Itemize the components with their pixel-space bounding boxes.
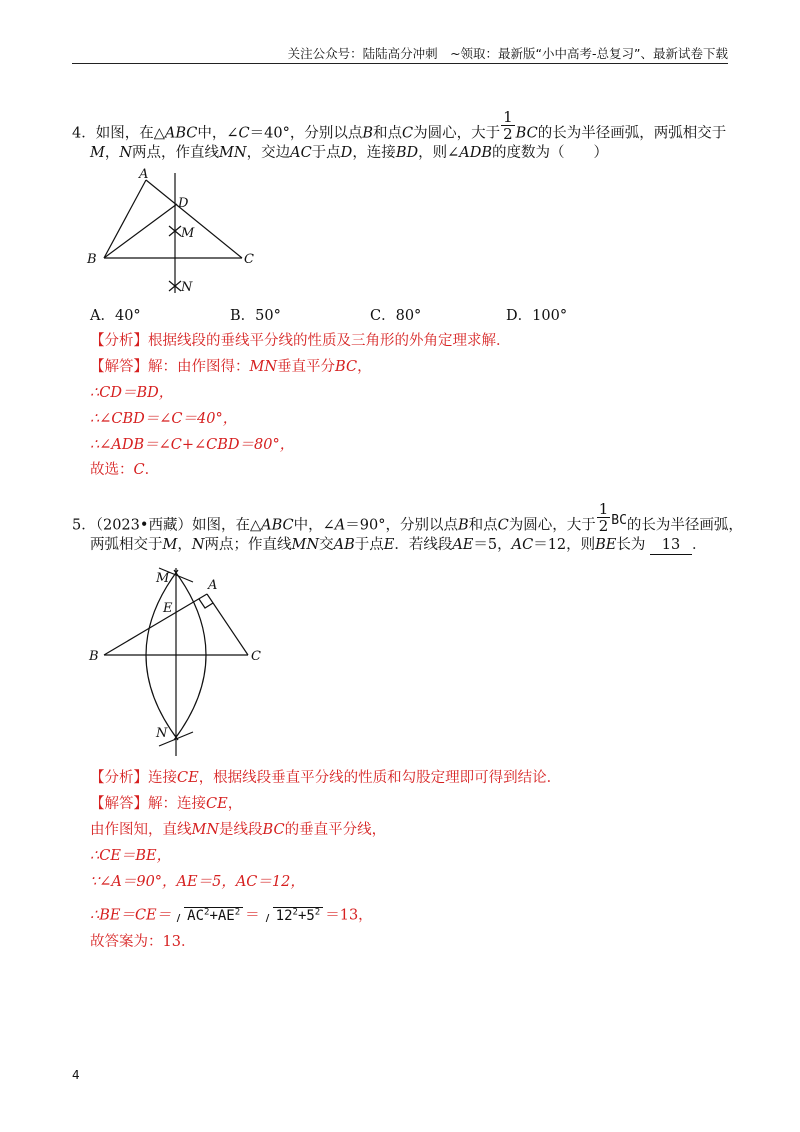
fraction-numerator: 1 xyxy=(598,500,609,518)
q5-text: AB xyxy=(333,537,355,553)
q4-text: M xyxy=(90,145,105,161)
q4-text: 和点 xyxy=(373,125,403,142)
radicand-part: +AE xyxy=(209,907,235,924)
option-letter: A． xyxy=(90,308,115,324)
label-n: N xyxy=(156,726,168,741)
q4-text: 的长为半径画弧，两弧相交于 xyxy=(537,125,727,142)
answer-tag: 【解答】 xyxy=(90,359,148,375)
q4-text: ，连接 xyxy=(352,145,396,161)
page-header: 关注公众号：陆陆高分冲刺 ~领取：最新版“小中高考-总复习”、最新试卷下载 xyxy=(287,46,728,61)
q4-text: AC xyxy=(290,145,312,161)
q5-analysis xyxy=(90,768,561,788)
q5-text: ＝5， xyxy=(473,537,512,553)
q4-text: ，则∠ xyxy=(418,145,460,161)
answer-text: 解：连接 xyxy=(148,796,206,812)
q4-text: 的度数为（ ） xyxy=(492,145,609,161)
answer-text: 垂直平分 xyxy=(277,359,336,375)
q5-line2 xyxy=(90,535,707,555)
q5-text: A xyxy=(334,517,346,534)
radicand xyxy=(184,907,243,924)
answer-text: ∴BE＝CE＝ xyxy=(90,907,172,924)
q4-text: N xyxy=(119,145,133,161)
label-d: D xyxy=(178,196,189,211)
q4-text: 中，∠ xyxy=(197,125,239,142)
fraction-denominator: 2 xyxy=(503,125,513,143)
sqrt-ac-ae xyxy=(173,902,243,926)
answer-text: 由作图知，直线 xyxy=(90,822,192,838)
header-rule xyxy=(72,63,728,64)
q4-step1: ∴CD＝BD， xyxy=(90,385,174,401)
q4-text: 如图，在△ xyxy=(95,125,165,142)
q4-option-d xyxy=(506,308,567,324)
q4-text: BD xyxy=(395,145,419,161)
q5-text: ， xyxy=(177,537,192,553)
answer-blank: 13 xyxy=(650,537,692,555)
answer-text: ＝ xyxy=(245,907,260,924)
q5-text: 两点；作直线 xyxy=(204,537,292,553)
q5-text: ＝12，则 xyxy=(533,537,596,553)
q5-text: 如图，在△ xyxy=(191,517,262,534)
segment-ab xyxy=(104,180,146,258)
radicand-part: +5 xyxy=(297,907,315,924)
q5-figure xyxy=(86,562,272,762)
q5-text: N xyxy=(191,537,205,553)
option-letter: B． xyxy=(230,308,256,324)
segment-ac xyxy=(207,594,248,655)
radicand-part: AC xyxy=(187,907,205,924)
exponent: 2 xyxy=(292,907,298,917)
q4-answer xyxy=(90,357,372,377)
q5-text: ．若线段 xyxy=(394,537,453,553)
q5-answer xyxy=(90,794,242,814)
q5-text: 交 xyxy=(319,537,334,553)
q5-text: 为圆心，大于 xyxy=(508,517,596,534)
q5-conclusion: 故答案为：13． xyxy=(90,934,196,950)
answer-text: 解：由作图得： xyxy=(148,359,250,375)
analysis-tag: 【分析】 xyxy=(90,333,148,349)
q5-text: M xyxy=(162,537,178,553)
q4-text: ABC xyxy=(164,125,198,142)
q5-text: E xyxy=(383,537,395,553)
analysis-text: ，根据线段垂直平分线的性质和勾股定理即可得到结论． xyxy=(198,770,562,786)
q5-text: 和点 xyxy=(468,517,498,534)
segment-ac xyxy=(146,180,242,258)
answer-text: 是线段 xyxy=(219,822,263,838)
q5-text: BC xyxy=(611,512,627,528)
q5-text: AE xyxy=(452,537,474,553)
q4-text: 为圆心，大于 xyxy=(413,125,501,142)
q5-step4 xyxy=(90,902,373,926)
q5-number: 5． xyxy=(72,517,96,534)
q5-step1 xyxy=(90,820,386,840)
q4-line2 xyxy=(90,143,608,163)
q4-text: 两点，作直线 xyxy=(132,145,220,161)
q4-conclusion xyxy=(90,460,159,480)
radicand xyxy=(273,907,324,924)
q4-text: D xyxy=(340,145,353,161)
exponent: 2 xyxy=(314,907,321,917)
q4-text: C xyxy=(238,125,250,142)
exponent: 2 xyxy=(204,907,210,917)
q4-option-a xyxy=(90,306,230,326)
answer-tag: 【解答】 xyxy=(90,796,148,812)
q5-text: 长为 xyxy=(616,537,646,553)
radicand-part: 12 xyxy=(275,907,293,924)
analysis-text: 连接 xyxy=(148,770,177,786)
option-text: 40° xyxy=(114,308,141,324)
q4-analysis xyxy=(90,331,511,351)
option-text: 100° xyxy=(532,308,568,324)
answer-text: 的垂直平分线， xyxy=(284,822,387,838)
analysis-text: CE xyxy=(177,770,199,786)
sqrt-numeric xyxy=(262,902,324,926)
q5-text: 两弧相交于 xyxy=(90,537,163,553)
q5-step3: ∵∠A＝90°，AE＝5，AC＝12， xyxy=(90,874,305,890)
q5-text: ＝90°，分别以点 xyxy=(345,517,458,534)
q5-fraction xyxy=(597,501,611,534)
q4-figure xyxy=(84,165,264,300)
q4-options xyxy=(90,306,567,326)
q5-source: （2023•西藏） xyxy=(95,517,192,534)
option-letter: D． xyxy=(506,308,533,324)
analysis-tag: 【分析】 xyxy=(90,770,148,786)
label-a: A xyxy=(139,167,149,182)
answer-text: ， xyxy=(227,796,243,812)
q4-text: ，交边 xyxy=(246,145,291,161)
answer-text: ， xyxy=(357,359,372,375)
q4-text: B xyxy=(362,125,374,142)
conclusion-text: ． xyxy=(144,462,160,478)
q4-text: C xyxy=(402,125,414,142)
q5-text: MN xyxy=(291,537,320,553)
label-c: C xyxy=(251,649,261,664)
q4-text: ADB xyxy=(459,145,493,161)
q4-text: 于点 xyxy=(311,145,341,161)
analysis-text: 根据线段的垂线平分线的性质及三角形的外角定理求解． xyxy=(148,333,511,349)
label-a: A xyxy=(208,578,218,593)
q5-text: ABC xyxy=(261,517,294,534)
q5-text: B xyxy=(457,517,469,534)
answer-text: MN xyxy=(249,359,278,375)
label-n: N xyxy=(181,280,193,295)
q4-number: 4． xyxy=(72,125,96,142)
fraction-numerator: 1 xyxy=(503,108,513,126)
answer-text: MN xyxy=(191,822,220,838)
exponent: 2 xyxy=(234,907,241,917)
conclusion-text: C xyxy=(133,462,145,478)
label-m: M xyxy=(181,226,195,241)
q4-text: MN xyxy=(219,145,247,161)
option-text: 80° xyxy=(395,308,422,324)
answer-text: CE xyxy=(206,796,228,812)
q5-step2: ∴CE＝BE， xyxy=(90,848,172,864)
q4-option-c xyxy=(370,306,506,326)
q4-text: ＝40°，分别以点 xyxy=(249,125,363,142)
segment-bd xyxy=(104,204,177,258)
label-e: E xyxy=(163,601,173,616)
q5-text: ． xyxy=(692,537,707,553)
option-text: 50° xyxy=(255,308,281,324)
q5-text: 中，∠ xyxy=(293,517,335,534)
answer-text: BC xyxy=(335,359,358,375)
q4-text: BC xyxy=(515,125,538,142)
page-number: 4 xyxy=(72,1068,80,1082)
label-c: C xyxy=(244,252,254,267)
q5-text: 的长为半径画弧， xyxy=(626,517,743,534)
option-letter: C． xyxy=(370,308,396,324)
q4-fraction xyxy=(501,109,515,142)
q5-text: BE xyxy=(595,537,617,553)
q4-option-b xyxy=(230,306,370,326)
q4-step3: ∴∠ADB＝∠C+∠CBD＝80°， xyxy=(90,437,295,453)
label-b: B xyxy=(87,252,97,267)
label-b: B xyxy=(89,649,99,664)
q5-text: C xyxy=(497,517,509,534)
fraction-denominator: 2 xyxy=(598,517,609,535)
q4-text: ， xyxy=(104,145,120,161)
q4-step2: ∴∠CBD＝∠C＝40°， xyxy=(90,411,238,427)
label-m: M xyxy=(156,571,170,586)
segment-ab xyxy=(104,594,207,655)
q5-text: 于点 xyxy=(354,537,384,553)
answer-text: BC xyxy=(262,822,285,838)
answer-text: ＝13， xyxy=(325,907,373,924)
q5-text: AC xyxy=(511,537,534,553)
conclusion-text: 故选： xyxy=(90,462,134,478)
